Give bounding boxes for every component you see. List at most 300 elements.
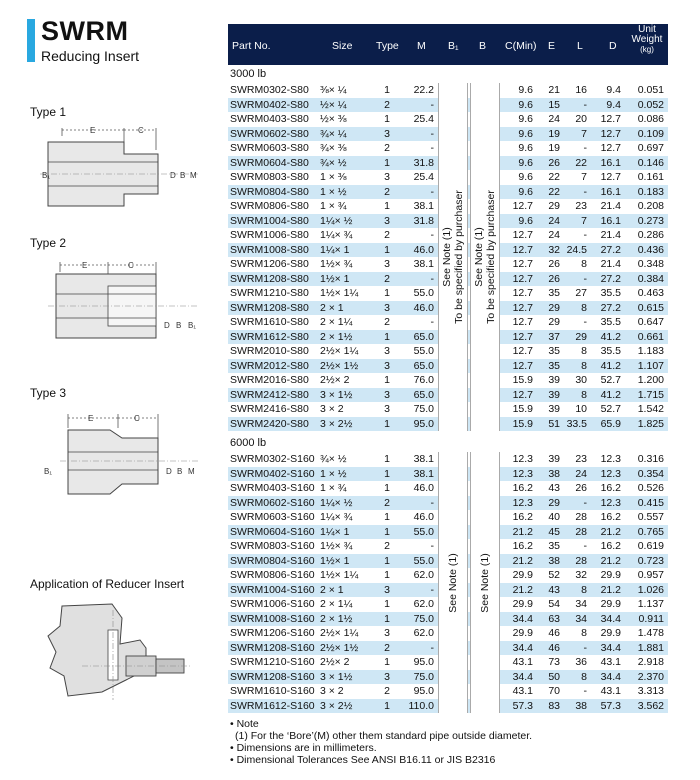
part-cell: SWRM0803-S80 [230,171,309,183]
b1-note-text: See Note (1) [447,552,459,613]
e-cell: 15 [548,98,560,111]
e-cell: 54 [548,598,560,610]
d-cell: 16.2 [600,511,621,523]
l-cell: 7 [581,214,587,227]
e-cell: 22 [548,171,560,183]
e-cell: 19 [548,142,560,154]
type-cell: 1 [384,554,390,567]
dim-c-label: C [134,414,140,423]
size-cell: 1 × ¾ [320,482,347,494]
d-cell: 12.7 [600,127,621,140]
e-cell: 39 [548,388,560,401]
e-cell: 46 [548,641,560,654]
weight-cell: 0.697 [637,142,664,154]
d-cell: 57.3 [600,699,621,712]
c-min-cell: 16.2 [512,482,533,494]
e-cell: 63 [548,612,560,625]
size-cell: 2½× 2 [320,656,350,668]
l-cell: 16 [575,84,587,96]
bore-m-cell: - [430,272,434,285]
size-cell: 1¼× ½ [320,214,353,227]
c-min-cell: 34.4 [512,612,533,625]
d-cell: 12.3 [600,496,621,509]
e-cell: 24 [548,214,560,227]
size-cell: 2 × 1½ [320,330,353,343]
d-cell: 52.7 [600,403,621,415]
c-min-cell: 34.4 [512,641,533,654]
dim-d-label: D [166,467,172,476]
l-cell: - [583,316,587,328]
e-cell: 37 [548,330,560,343]
size-cell: ¾× ¼ [320,127,347,140]
c-min-cell: 12.7 [512,229,533,241]
d-cell: 21.4 [600,200,621,212]
e-cell: 38 [548,467,560,480]
d-cell: 16.1 [600,156,621,169]
c-min-cell: 12.7 [512,272,533,285]
e-cell: 38 [548,554,560,567]
l-cell: 23 [575,200,587,212]
bore-m-cell: 22.2 [413,84,434,96]
e-cell: 52 [548,569,560,581]
part-cell: SWRM1004-S80 [230,214,309,227]
c-min-cell: 9.6 [518,185,533,198]
section-6000-label: 6000 lb [230,437,267,449]
bore-m-cell: 110.0 [408,699,434,712]
d-cell: 12.7 [600,142,621,154]
e-cell: 83 [548,699,560,712]
c-min-cell: 9.6 [518,98,533,111]
weight-cell: 1.137 [637,598,664,610]
type2-diagram [38,258,208,358]
c-min-cell: 12.7 [512,359,533,372]
type-cell: 1 [384,287,390,299]
d-cell: 27.2 [600,243,621,256]
type-cell: 1 [384,330,390,343]
dim-d-label: D [164,321,170,330]
l-cell: 8 [581,301,587,314]
d-cell: 43.1 [600,656,621,668]
type-cell: 1 [384,525,390,538]
c-min-cell: 9.6 [518,214,533,227]
bore-m-cell: - [430,641,434,654]
weight-cell: 1.825 [637,417,664,430]
bore-m-cell: 25.4 [413,113,434,125]
l-cell: 33.5 [566,417,587,430]
l-cell: - [583,272,587,285]
l-cell: 36 [575,656,587,668]
weight-cell: 0.615 [637,301,664,314]
c-min-cell: 9.6 [518,84,533,96]
weight-cell: 2.918 [637,656,664,668]
l-cell: - [583,98,587,111]
part-cell: SWRM2010-S80 [230,345,309,357]
weight-cell: 0.463 [637,287,664,299]
type-cell: 1 [384,612,390,625]
dim-b1-label: B₁ [44,467,53,476]
weight-cell: 0.384 [637,272,664,285]
size-cell: 2½× 1¼ [320,627,359,639]
e-cell: 35 [548,540,560,552]
c-min-cell: 12.7 [512,258,533,270]
type-cell: 2 [384,641,390,654]
d-cell: 27.2 [600,272,621,285]
e-cell: 46 [548,627,560,639]
part-cell: SWRM0804-S80 [230,185,309,198]
bore-m-cell: 76.0 [413,374,434,386]
footnotes [230,718,532,766]
size-cell: ¾× ⅜ [320,142,347,154]
d-cell: 35.5 [600,345,621,357]
weight-cell: 0.957 [637,569,664,581]
header-d: D [609,40,617,52]
part-cell: SWRM0603-S160 [230,511,315,523]
e-cell: 45 [548,525,560,538]
dim-d-label: D [170,171,176,180]
part-cell: SWRM1206-S160 [230,627,315,639]
part-cell: SWRM1208-S160 [230,670,315,683]
d-cell: 12.3 [600,467,621,480]
b1-note-text: See Note (1) To be specified by purchaser [441,190,465,324]
l-cell: 27 [575,287,587,299]
size-cell: 3 × 2 [320,403,344,415]
size-cell: 2 × 1 [320,301,344,314]
bore-m-cell: - [430,540,434,552]
l-cell: - [583,229,587,241]
bore-m-cell: 46.0 [413,482,434,494]
d-cell: 9.4 [606,84,621,96]
size-cell: ⅜× ¼ [320,84,347,96]
header-c: C(Min) [505,40,537,52]
c-min-cell: 57.3 [512,699,533,712]
l-cell: - [583,185,587,198]
c-min-cell: 9.6 [518,113,533,125]
d-cell: 34.4 [600,670,621,683]
e-cell: 32 [548,243,560,256]
header-size: Size [332,40,353,52]
l-cell: 8 [581,670,587,683]
bore-m-cell: 25.4 [413,171,434,183]
e-cell: 35 [548,287,560,299]
type-cell: 3 [384,583,390,596]
e-cell: 43 [548,583,560,596]
weight-cell: 0.526 [637,482,664,494]
type2-label: Type 2 [30,236,67,250]
c-min-cell: 12.7 [512,388,533,401]
l-cell: - [583,142,587,154]
d-cell: 16.2 [600,482,621,494]
d-cell: 12.7 [600,113,621,125]
weight-cell: 1.715 [637,388,664,401]
d-cell: 21.2 [600,525,621,538]
d-cell: 35.5 [600,287,621,299]
bore-m-cell: 31.8 [413,214,434,227]
bore-m-cell: 65.0 [413,359,434,372]
weight-cell: 0.109 [637,127,664,140]
part-cell: SWRM2412-S80 [230,388,309,401]
d-cell: 29.9 [600,569,621,581]
type-cell: 3 [384,403,390,415]
e-cell: 51 [548,417,560,430]
l-cell: 24.5 [566,243,587,256]
l-cell: 8 [581,258,587,270]
type-cell: 1 [384,374,390,386]
d-cell: 52.7 [600,374,621,386]
bore-m-cell: 75.0 [413,670,434,683]
weight-cell: 0.052 [637,98,664,111]
l-cell: 20 [575,113,587,125]
c-min-cell: 12.7 [512,200,533,212]
part-cell: SWRM1004-S160 [230,583,315,596]
bore-m-cell: 65.0 [413,330,434,343]
type3-diagram [38,412,208,512]
size-cell: 1½× ¾ [320,540,353,552]
part-cell: SWRM1208-S160 [230,641,315,654]
c-min-cell: 21.2 [512,554,533,567]
part-cell: SWRM0403-S80 [230,113,309,125]
d-cell: 41.2 [600,388,621,401]
e-cell: 50 [548,670,560,683]
d-cell: 16.1 [600,185,621,198]
weight-cell: 3.313 [637,685,664,697]
c-min-cell: 12.7 [512,301,533,314]
e-cell: 21 [548,84,560,96]
part-cell: SWRM2012-S80 [230,359,309,372]
weight-cell: 0.161 [637,171,664,183]
c-min-cell: 21.2 [512,525,533,538]
d-cell: 21.4 [600,258,621,270]
type1-diagram [38,120,208,220]
bore-m-cell: 46.0 [413,301,434,314]
spec-table [228,24,668,713]
type-cell: 3 [384,627,390,639]
bore-m-cell: 75.0 [413,612,434,625]
l-cell: 38 [575,699,587,712]
bore-m-cell: 38.1 [413,467,434,480]
weight-cell: 0.051 [637,84,664,96]
weight-cell: 1.478 [637,627,664,639]
type1-label: Type 1 [30,105,67,119]
part-cell: SWRM1610-S80 [230,316,309,328]
header-m: M [417,40,426,52]
e-cell: 29 [548,316,560,328]
note-heading: • Note [230,718,259,730]
e-cell: 22 [548,185,560,198]
type-cell: 2 [384,272,390,285]
d-cell: 9.4 [606,98,621,111]
b-note-text: See Note (1) [479,552,491,613]
dim-e-label: E [82,261,88,270]
size-cell: 3 × 2½ [320,699,353,712]
weight-cell: 0.316 [637,453,664,465]
part-cell: SWRM1208-S80 [230,272,309,285]
type-cell: 3 [384,670,390,683]
size-cell: 2½× 1½ [320,641,359,654]
l-cell: 28 [575,525,587,538]
weight-cell: 0.661 [637,330,664,343]
type-cell: 3 [384,127,390,140]
type-cell: 2 [384,540,390,552]
l-cell: 7 [581,127,587,140]
size-cell: 1¼× 1 [320,243,350,256]
size-cell: 2 × 1 [320,583,344,596]
l-cell: 10 [575,403,587,415]
b1-note-band [438,83,468,431]
bore-m-cell: 65.0 [413,388,434,401]
table-header [228,24,668,65]
bore-m-cell: 62.0 [413,598,434,610]
bore-m-cell: 38.1 [413,453,434,465]
size-cell: 1½× 1¼ [320,287,359,299]
e-cell: 73 [548,656,560,668]
part-cell: SWRM0302-S160 [230,453,315,465]
bore-m-cell: 46.0 [413,511,434,523]
c-min-cell: 21.2 [512,583,533,596]
section-3000-rows [228,83,668,431]
c-min-cell: 16.2 [512,540,533,552]
bore-m-cell: 55.0 [413,554,434,567]
bore-m-cell: - [430,229,434,241]
type-cell: 3 [384,258,390,270]
dim-b1-label: B₁ [42,171,51,180]
e-cell: 19 [548,127,560,140]
type-cell: 1 [384,243,390,256]
l-cell: 8 [581,345,587,357]
size-cell: 2½× 2 [320,374,350,386]
product-subtitle: Reducing Insert [41,48,140,64]
type-cell: 2 [384,316,390,328]
l-cell: 8 [581,627,587,639]
c-min-cell: 34.4 [512,670,533,683]
part-cell: SWRM1612-S80 [230,330,309,343]
type-cell: 1 [384,598,390,610]
weight-cell: 1.200 [637,374,664,386]
e-cell: 39 [548,403,560,415]
d-cell: 29.9 [600,627,621,639]
type-cell: 3 [384,301,390,314]
e-cell: 29 [548,301,560,314]
size-cell: 1¼× ¾ [320,229,353,241]
b-note-text: See Note (1) To be specified by purchaser [473,190,497,324]
size-cell: 1½× 1¼ [320,569,359,581]
part-cell: SWRM0806-S160 [230,569,315,581]
weight-cell: 0.557 [637,511,664,523]
part-cell: SWRM1610-S160 [230,685,315,697]
e-cell: 39 [548,374,560,386]
weight-cell: 0.286 [637,229,664,241]
weight-cell: 0.723 [637,554,664,567]
e-cell: 24 [548,113,560,125]
c-min-cell: 15.9 [512,417,533,430]
type-cell: 3 [384,214,390,227]
bore-m-cell: - [430,496,434,509]
c-min-cell: 12.7 [512,287,533,299]
dim-m-label: M [188,467,195,476]
l-cell: 30 [575,374,587,386]
weight-cell: 0.765 [637,525,664,538]
c-min-cell: 12.7 [512,345,533,357]
e-cell: 26 [548,272,560,285]
type-cell: 2 [384,142,390,154]
c-min-cell: 12.3 [512,453,533,465]
d-cell: 34.4 [600,612,621,625]
bore-m-cell: - [430,127,434,140]
size-cell: 3 × 1½ [320,670,353,683]
part-cell: SWRM1006-S80 [230,229,309,241]
bore-m-cell: - [430,185,434,198]
weight-cell: 0.208 [637,200,664,212]
weight-cell: 0.619 [637,540,664,552]
type-cell: 1 [384,417,390,430]
bore-m-cell: 75.0 [413,403,434,415]
size-cell: 2½× 1½ [320,359,359,372]
c-min-cell: 16.2 [512,511,533,523]
type-cell: 2 [384,229,390,241]
weight-cell: 0.354 [637,467,664,480]
size-cell: 1½× 1 [320,272,350,285]
size-cell: 1½× ¾ [320,258,353,270]
part-cell: SWRM0602-S80 [230,127,309,140]
type-cell: 3 [384,171,390,183]
header-unit-weight: Unit Weight (kg) [631,24,663,54]
part-cell: SWRM1612-S160 [230,699,315,712]
size-cell: 1¼× ½ [320,496,353,509]
bore-m-cell: 46.0 [413,243,434,256]
bore-m-cell: 95.0 [413,417,434,430]
type-cell: 3 [384,359,390,372]
c-min-cell: 15.9 [512,403,533,415]
bore-m-cell: 62.0 [413,569,434,581]
c-min-cell: 29.9 [512,598,533,610]
d-cell: 29.9 [600,598,621,610]
part-cell: SWRM0803-S160 [230,540,315,552]
l-cell: 34 [575,598,587,610]
weight-cell: 1.183 [637,345,664,357]
l-cell: 26 [575,482,587,494]
l-cell: 8 [581,583,587,596]
d-cell: 21.2 [600,554,621,567]
bore-m-cell: - [430,98,434,111]
l-cell: 23 [575,453,587,465]
header-e: E [548,40,556,52]
e-cell: 39 [548,453,560,465]
weight-cell: 0.647 [637,316,664,328]
c-min-cell: 9.6 [518,156,533,169]
d-cell: 16.2 [600,540,621,552]
size-cell: 2½× 1¼ [320,345,359,357]
type-cell: 1 [384,113,390,125]
weight-cell: 2.370 [637,670,664,683]
weight-cell: 0.415 [637,496,664,509]
l-cell: - [583,685,587,697]
part-cell: SWRM2416-S80 [230,403,309,415]
e-cell: 35 [548,345,560,357]
dim-b1-label: B₁ [188,321,197,330]
dim-e-label: E [90,126,96,135]
weight-cell: 0.911 [638,612,664,625]
bore-m-cell: 95.0 [413,656,434,668]
l-cell: 24 [575,467,587,480]
part-cell: SWRM1208-S80 [230,301,309,314]
type-cell: 1 [384,482,390,494]
d-cell: 41.2 [600,330,621,343]
weight-cell: 1.542 [637,403,664,415]
section-6000-rows [228,452,668,713]
l-cell: - [583,496,587,509]
part-cell: SWRM2016-S80 [230,374,309,386]
header-part: Part No. [232,40,271,52]
type-cell: 1 [384,453,390,465]
